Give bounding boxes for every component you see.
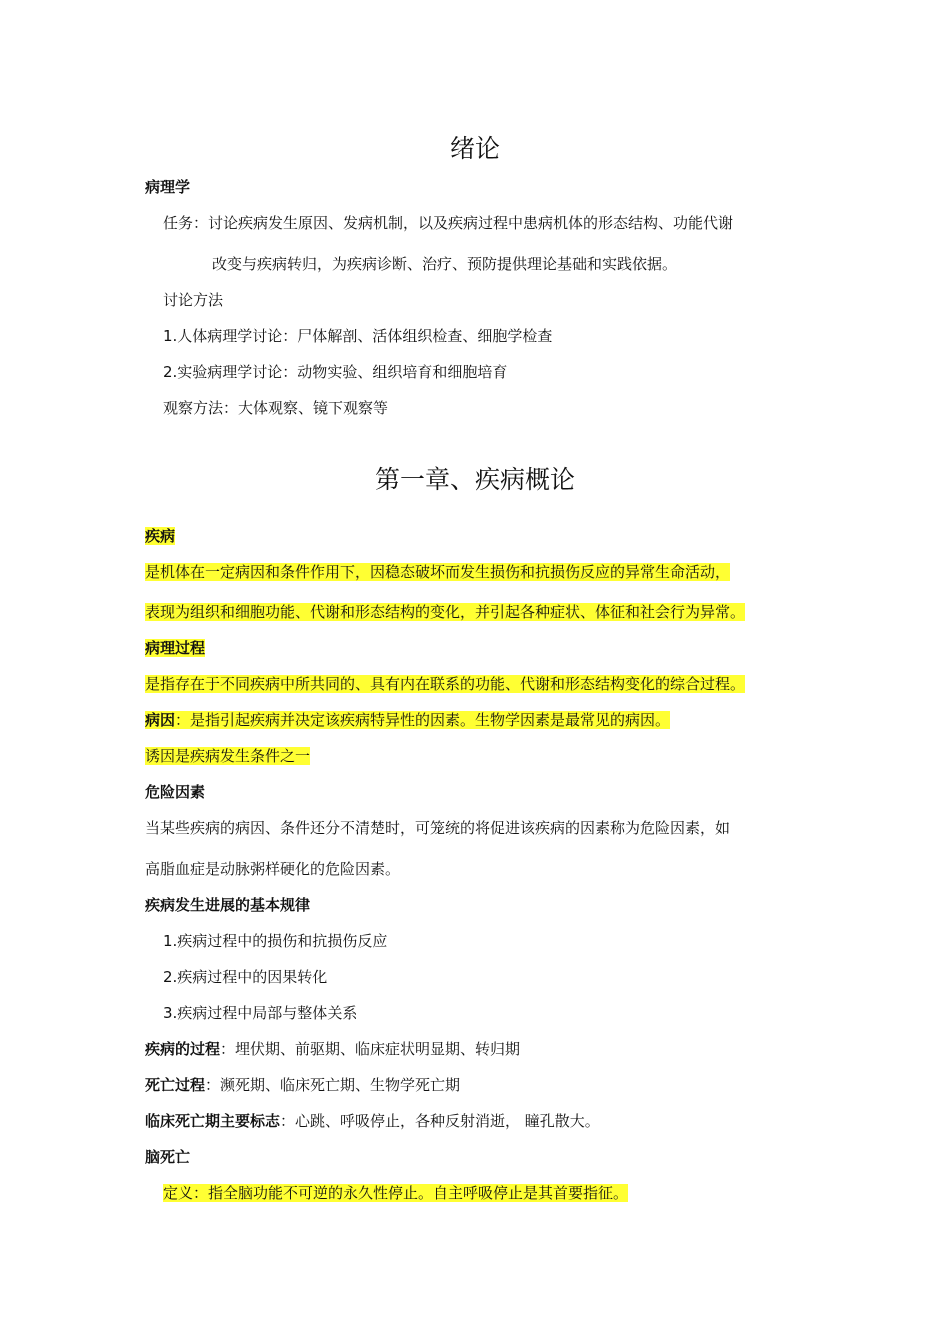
risk-def-2: 高脂血症是动脉粥样硬化的危险因素。 bbox=[145, 860, 401, 878]
chapter1-title: 第一章、疾病概论 bbox=[374, 465, 575, 494]
brain-death-def: 定义：指全脑功能不可逆的永久性停止。自主呼吸停止是其首要指征。 bbox=[163, 1184, 629, 1202]
task-line-2: 改变与疾病转归，为疾病诊断、治疗、预防提供理论基础和实践依据。 bbox=[212, 255, 678, 273]
law-2: 2.疾病过程中的因果转化 bbox=[163, 968, 328, 986]
clinical-line bbox=[145, 1110, 600, 1132]
disease-term: 疾病 bbox=[145, 527, 176, 545]
course-line bbox=[145, 1038, 520, 1060]
intro-title: 绪论 bbox=[449, 134, 500, 163]
death-def: ：濒死期、临床死亡期、生物学死亡期 bbox=[205, 1076, 461, 1094]
disease-def-2: 表现为组织和细胞功能、代谢和形态结构的变化，并引起各种症状、体征和社会行为异常。 bbox=[145, 603, 746, 621]
term-pathology: 病理学 bbox=[145, 178, 191, 196]
cause-term: 病因 bbox=[145, 711, 176, 729]
death-term: 死亡过程 bbox=[145, 1076, 206, 1094]
task-label: 任务： bbox=[163, 214, 209, 232]
methods-label: 讨论方法 bbox=[163, 291, 224, 309]
process-term: 病理过程 bbox=[145, 639, 206, 657]
risk-def-1: 当某些疾病的病因、条件还分不清楚时，可笼统的将促进该疾病的因素称为危险因素，如 bbox=[145, 819, 731, 837]
process-def: 是指存在于不同疾病中所共同的、具有内在联系的功能、代谢和形态结构变化的综合过程。 bbox=[145, 675, 746, 693]
law-1: 1.疾病过程中的损伤和抗损伤反应 bbox=[163, 932, 388, 950]
task-line-1 bbox=[163, 212, 733, 234]
law-term: 疾病发生进展的基本规律 bbox=[145, 896, 311, 914]
method-1: 1.人体病理学讨论：尸体解剖、活体组织检查、细胞学检查 bbox=[163, 327, 553, 345]
course-term: 疾病的过程 bbox=[145, 1040, 221, 1058]
inducement-line bbox=[145, 745, 310, 767]
clinical-def: ：心跳、呼吸停止，各种反射消逝， 瞳孔散大。 bbox=[280, 1112, 600, 1130]
disease-def-line-1 bbox=[145, 561, 730, 583]
task-text: 讨论疾病发生原因、发病机制，以及疾病过程中患病机体的形态结构、功能代谢 bbox=[208, 214, 734, 232]
law-3: 3.疾病过程中局部与整体关系 bbox=[163, 1004, 358, 1022]
method-2: 2.实验病理学讨论：动物实验、组织培育和细胞培育 bbox=[163, 363, 508, 381]
cause-def: ：是指引起疾病并决定该疾病特异性的因素。生物学因素是最常见的病因。 bbox=[175, 711, 671, 729]
brain-death-def-line bbox=[163, 1182, 628, 1204]
observe-methods: 观察方法：大体观察、镜下观察等 bbox=[163, 399, 389, 417]
process-def-line bbox=[145, 673, 745, 695]
disease-term-line bbox=[145, 525, 175, 547]
clinical-term: 临床死亡期主要标志 bbox=[145, 1112, 281, 1130]
cause-line bbox=[145, 709, 670, 731]
death-line bbox=[145, 1074, 460, 1096]
inducement: 诱因是疾病发生条件之一 bbox=[145, 747, 311, 765]
process-term-line bbox=[145, 637, 205, 659]
brain-death-term: 脑死亡 bbox=[145, 1148, 191, 1166]
course-def: ：埋伏期、前驱期、临床症状明显期、转归期 bbox=[220, 1040, 521, 1058]
disease-def-line-2 bbox=[145, 601, 745, 623]
disease-def-1: 是机体在一定病因和条件作用下，因稳态破坏而发生损伤和抗损伤反应的异常生命活动， bbox=[145, 563, 731, 581]
risk-term: 危险因素 bbox=[145, 783, 206, 801]
